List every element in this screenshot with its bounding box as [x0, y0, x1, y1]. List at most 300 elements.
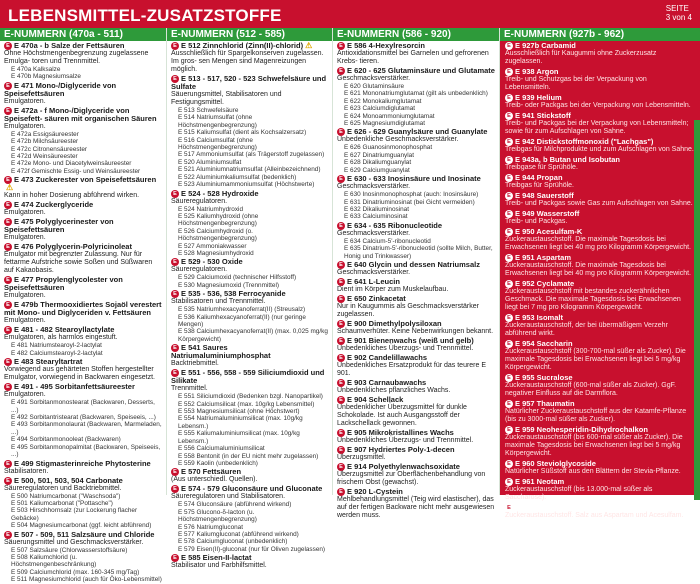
additive-description: Zuckeraustauschstoff (bis 13.000-mal süßer als Saccharose). — [505, 486, 653, 502]
additive-title: E E 907 Hydriertes Poly-1-decen — [337, 446, 496, 454]
additive-description: Treib- und Packgas sowie Gas zum Aufschlagen von Sahne. — [505, 200, 693, 208]
sub-entry: E 511 Magnesiumchlorid (auch für Öko-Lebensmittel) — [11, 576, 162, 584]
additive-title: E E 920 L-Cystein — [337, 488, 496, 496]
e-number-badge: E — [337, 175, 345, 183]
additive-entry — [505, 174, 694, 190]
column-4-highlighted — [500, 28, 700, 520]
e-number-badge: E — [4, 358, 12, 366]
sub-entry: E 472d Weinsäureester — [11, 153, 78, 161]
additive-entry — [337, 463, 496, 487]
e-number-badge: E — [171, 344, 179, 352]
sub-entry: E 472f Gemischte Essig- und Weinsäureester — [11, 167, 141, 175]
additive-description: Treib- oder Packgas bei der Verpackung von Lebensmitteln. — [505, 102, 691, 110]
additive-description: Überzugsmittel. — [337, 454, 386, 462]
side-tab — [694, 120, 700, 500]
sub-entry: E 517 Ammoniumsulfat (als Trägerstoff zugelassen) — [178, 151, 325, 159]
sub-entry: E 501 Kaliumcarbonat ("Pottasche") — [11, 499, 113, 507]
e-number-badge: E — [171, 369, 179, 377]
sub-entry: E 631 Dinatriuminosinat (bei Gicht vermeiden) — [344, 198, 475, 206]
sub-entry: E 470a Kalksalze — [11, 66, 61, 74]
additive-title: E E 626 - 629 Guanylsäure und Guanylate — [337, 128, 496, 136]
e-number-badge: E — [337, 261, 345, 269]
sub-entry: E 633 Calciuminosinat — [344, 213, 408, 221]
additive-description: Kann in hoher Dosierung abführend wirken. — [4, 192, 140, 200]
sub-entry: E 634 Calcium-5'-ribonucleotid — [344, 237, 431, 245]
additive-entry — [337, 429, 496, 445]
additive-description: Emulgatoren. — [4, 234, 46, 242]
additive-title: E E 474 Zuckerglyceride — [4, 201, 163, 209]
additive-description: Emulgatoren. — [4, 97, 46, 105]
sub-entry: E 559 Kaolin (unbedenklich) — [178, 459, 258, 467]
additive-title: E E 470a - b Salze der Fettsäuren — [4, 42, 163, 50]
sub-entry: E 504 Magnesiumcarbonat (ggf. leicht abführend) — [11, 522, 152, 530]
e-number-badge: E — [337, 42, 345, 50]
sub-entry: E 625 Magnesiumdiglutamat — [344, 120, 425, 128]
e-number-badge: E — [4, 326, 12, 334]
sub-entry: E 472b Milchsäureester — [11, 138, 79, 146]
e-number-badge: E — [337, 463, 345, 471]
additive-entry — [337, 379, 496, 395]
additive-description: Emulgator mit begrenzter Zulassung. Nur für fettarme Aufstriche sowie Soßen und Süßwaren auf Kakaobasis. — [4, 251, 153, 275]
e-number-badge: E — [505, 174, 513, 182]
sub-entry: E 523 Aluminiumammoniumsulfat (Höchstwerte) — [178, 181, 315, 189]
page-title: LEBENSMITTEL-ZUSATZSTOFFE — [8, 6, 282, 25]
e-number-badge: E — [4, 383, 12, 391]
additive-title: E E 900 Dimethylpolysiloxan — [337, 320, 496, 328]
additive-title: E E 630 - 633 Inosinsäure und Inosinate — [337, 175, 496, 183]
sub-entry: E 575 Glucono-δ-lacton (u. Höchstmengenbegrenzung) — [178, 508, 257, 524]
e-number-badge: E — [337, 67, 345, 75]
additive-description: Zuckeraustauschstoff (300-700-mal süßer als Zucker). Die maximale Tagesdosis bei Erwachsenen liegt bei 5 mg/kg Körpergewicht. — [505, 348, 686, 372]
additive-description: Emulgatoren, als harmlos eingestuft. — [4, 334, 118, 342]
additive-description: Geschmacksverstärker. — [337, 183, 411, 191]
additive-entry — [171, 554, 329, 570]
additive-description: Schaumverhüter. Keine Nebenwirkungen bekannt. — [337, 328, 494, 336]
additive-description: Treibgas für Milchprodukte und zum Aufschlagen von Sahne. — [505, 146, 694, 154]
e-number-badge: E — [171, 190, 179, 198]
page-label: SEITE — [665, 4, 689, 13]
column-body — [167, 41, 332, 570]
additive-description: Geschmacksverstärker. — [337, 75, 411, 83]
additive-title: E E 951 Aspartam — [505, 254, 694, 262]
additive-entry — [505, 42, 694, 66]
e-number-badge: E — [505, 460, 513, 468]
additive-title: E E 585 Eisen-II-lactat — [171, 554, 329, 562]
sub-entry: E 500 Natriumcarbonat ("Waschsoda") — [11, 492, 121, 500]
e-number-badge: E — [337, 320, 345, 328]
e-number-badge: E — [4, 82, 12, 90]
additive-description: Emulgatoren. — [4, 292, 46, 300]
additive-description: Geschmacksverstärker. — [337, 269, 411, 276]
e-number-badge: E — [171, 258, 179, 266]
additive-title: E E 957 Thaumatin — [505, 400, 694, 408]
additive-entry — [505, 504, 694, 520]
additive-description: Dient im Körper zum Muskelaufbau. — [337, 286, 449, 294]
additive-entry — [171, 190, 329, 258]
sub-entry: E 554 Natriumaluminiumsilicat (max. 10g/kg Lebensm.) — [178, 415, 303, 430]
warning-icon: ⚠ — [6, 183, 14, 193]
additive-title: E E 475 Polyglycerinester von Speisefettsäuren — [4, 217, 114, 235]
additive-description: Natürlicher Zuckeraustauschstoff aus der Katamfe-Pflanze (bis zu 3000-mal süßer als Zucker). — [505, 408, 687, 424]
sub-entry: E 576 Natriumgluconat — [178, 523, 244, 531]
additive-entry — [171, 485, 329, 553]
sub-entry: E 514 Natriumsulfat (ohne Höchstmengenbegrenzung) — [178, 114, 257, 129]
e-number-badge: E — [505, 68, 513, 76]
additive-title: E E 524 - 528 Hydroxide — [171, 190, 329, 198]
sub-entry: E 627 Dinatriumguanylat — [344, 151, 414, 159]
additive-title: E E 938 Argon — [505, 68, 694, 76]
additive-description: Natürlicher Süßstoff aus den Blättern der Stevia-Pflanze. — [505, 468, 681, 476]
additive-title: E E 507 - 509, 511 Salzsäure und Chloride — [4, 531, 163, 539]
additive-title: E E 570 Fettsäuren — [171, 468, 329, 476]
column-2 — [167, 28, 333, 570]
sub-entry: E 521 Aluminiumnatriumsulfat (Alleinbezeichnend) — [178, 166, 321, 174]
additive-title: E E 541 Saures Natriumaluminiumphosphat — [171, 343, 271, 361]
e-number-badge: E — [171, 554, 179, 562]
sub-entry: E 577 Kaliumgluconat (abführend wirkend) — [178, 530, 299, 538]
sub-entry: E 507 Salzsäure (Chlorwasserstoffsäure) — [11, 546, 128, 554]
additive-description: Unbedenkliches Ersatzprodukt für das teurere E 901. — [337, 362, 487, 378]
additive-description: Stabilisatoren. — [4, 467, 49, 475]
additive-title: E E 491 - 495 Sorbitanfettsäureester — [4, 383, 163, 391]
e-number-badge: E — [505, 504, 513, 512]
additive-title: E E 641 L-Leucin — [337, 278, 496, 286]
additive-title: E E 634 - 635 Ribonucleotide — [337, 222, 496, 230]
sub-entry: E 472e Mono- und Diacetylweinsäureester — [11, 160, 132, 168]
e-number-badge: E — [505, 138, 513, 146]
additive-entry — [4, 218, 163, 242]
additive-title: E E 512 Zinnchlorid (Zinn(II)-chlorid) ⚠ — [171, 42, 329, 50]
additive-title: E E 962 Aspartam-Acesulfamsalz — [505, 504, 694, 512]
additive-title: E E 905 Mikrokristallines Wachs — [337, 429, 496, 437]
sub-entry: E 503 Hirschhornsalz (zur Lockerung flacher Gebäcke) — [11, 507, 138, 522]
additive-entry — [505, 374, 694, 398]
e-number-badge: E — [337, 354, 345, 362]
additive-entry — [171, 290, 329, 343]
additive-entry — [505, 340, 694, 372]
additive-title: E E 479b Thermooxidiertes Sojaöl verestert mit Mono- und Diglyceriden v. Fettsäuren — [4, 300, 162, 318]
sub-entry: E 623 Calciumdiglutamat — [344, 105, 416, 113]
additive-description: Trennmittel. — [171, 385, 208, 393]
additive-description: Treib- und Schutzgas bei der Verpackung von Lebensmitteln. — [505, 76, 647, 92]
e-number-badge: E — [505, 254, 513, 262]
additive-entry — [4, 531, 163, 584]
sub-entry: E 528 Magnesiumhydroxid — [178, 249, 254, 257]
e-number-badge: E — [171, 485, 179, 493]
additive-entry — [171, 369, 329, 467]
additive-entry — [337, 175, 496, 221]
additive-title: E E 586 4-Hexylresorcin — [337, 42, 496, 50]
additive-entry — [4, 82, 163, 106]
sub-entry: E 491 Sorbitanmonostearat (Backwaren, Desserts, ...) — [11, 399, 155, 414]
additive-title: E E 499 Stigmasterinreiche Phytosterine — [4, 460, 163, 468]
e-number-badge: E — [337, 379, 345, 387]
additive-description: Ohne Höchstmengenbegrenzung zugelassene Emulga- toren und Trennmittel. — [4, 50, 149, 66]
additive-description: Zuckeraustauschstoff (bis 600-mal süßer als Zucker). Die maximale Tagesdosis bei Erwachsenen liegt bei 5 mg/kg Körpergewicht. — [505, 434, 683, 458]
additive-title: E E 640 Glycin und dessen Natriumsalz — [337, 261, 496, 269]
e-number-badge: E — [505, 192, 513, 200]
sub-entry: E 516 Calciumsulfat (ohne Höchstmengenbegrenzung) — [178, 136, 257, 152]
sub-entry: E 551 Siliciumdioxid (Bedenken bzgl. Nanopartikel) — [178, 393, 323, 401]
e-number-badge: E — [171, 42, 179, 50]
e-number-badge: E — [505, 374, 513, 382]
additive-entry — [4, 176, 163, 200]
additive-title: E E 483 Stearyltartrat — [4, 358, 163, 366]
e-number-badge: E — [4, 301, 12, 309]
additive-entry — [505, 228, 694, 252]
sub-entry: E 525 Kaliumhydroxid (ohne Höchstmengenbegrenzung) — [178, 212, 259, 228]
sub-entry: E 630 Inosinmonophosphat (auch: Inosinsäure) — [344, 191, 479, 199]
additive-entry — [337, 42, 496, 66]
sub-entry: E 628 Dikaliumguanylat — [344, 159, 412, 167]
additive-title: E E 529 - 530 Oxide — [171, 258, 329, 266]
additive-entry — [337, 446, 496, 462]
additive-entry — [4, 107, 163, 175]
column-heading: E-NUMMERN (927b - 962) — [500, 28, 700, 41]
sub-entry: E 493 Sorbitanmonolaurat (Backwaren, Marmeladen, ...) — [11, 421, 162, 436]
additive-entry — [505, 460, 694, 476]
additive-description: (Aus unterschiedl. Quellen). — [171, 476, 258, 484]
additive-description: Unbedenkliches pflanzliches Wachs. — [337, 387, 451, 395]
e-number-badge: E — [337, 396, 345, 404]
e-number-badge: E — [337, 295, 345, 303]
column-body — [333, 41, 499, 520]
additive-entry — [505, 280, 694, 312]
e-number-badge: E — [4, 477, 12, 485]
sub-entry: E 526 Calciumhydroxid (o. Höchstmengenbegrenzung) — [178, 227, 257, 243]
additive-title: E E 950 Acesulfam-K — [505, 228, 694, 236]
warning-icon: ⚠ — [305, 41, 313, 50]
sub-entry: E 574 Gluconsäure (abführend wirkend) — [178, 501, 292, 509]
sub-entry: E 622 Monokaliumglutamat — [344, 97, 422, 105]
additive-title: E E 476 Polyglycerin-Polyricinoleat — [4, 243, 163, 251]
additive-entry — [337, 295, 496, 319]
additive-entry — [4, 383, 163, 458]
additive-description: Säureregulatoren und Backtriebmittel. — [4, 484, 122, 492]
additive-title: E E 574 - 579 Gluconsäure und Gluconate — [171, 485, 329, 493]
sub-entry: E 579 Eisen(II)-gluconat (nur für Oliven zugelassen) — [178, 545, 326, 553]
additive-title: E E 477 Propylenglycolester von Speisefettsäuren — [4, 275, 123, 293]
additive-title: E E 902 Candelillawachs — [337, 354, 496, 362]
additive-title: E E 954 Saccharin — [505, 340, 694, 348]
sub-entry: E 536 Kaliumhexacyanoferrat(II) (nur geringe Mengen) — [178, 313, 306, 329]
additive-entry — [337, 396, 496, 428]
additive-entry — [505, 426, 694, 458]
additive-description: Säureregulatoren. — [171, 266, 228, 274]
additive-entry — [505, 400, 694, 424]
additive-entry — [171, 75, 329, 188]
additive-entry — [337, 67, 496, 127]
additive-description: Ausschließlich für Spargelkonserven zugelassen. Im gros- sen Mengen sind Magenreizungen möglich. — [171, 50, 324, 74]
additive-title: E E 551 - 556, 558 - 559 Siliciumdioxid und Silikate — [171, 368, 325, 386]
additive-entry — [4, 358, 163, 382]
e-number-badge: E — [4, 460, 12, 468]
additive-description: Backtriebmittel. — [171, 360, 219, 368]
e-number-badge: E — [337, 429, 345, 437]
additive-description: Stabilisatoren und Trennmittel. — [171, 298, 266, 306]
additive-title: E E 927b Carbamid — [505, 42, 694, 50]
e-number-badge: E — [505, 340, 513, 348]
sub-entry: E 635 Dinatrium-5'-ribonucleotid (sollte Milch, Butter, Honig und Trinkwasser) — [344, 245, 493, 260]
e-number-badge: E — [4, 243, 12, 251]
additive-entry — [4, 42, 163, 81]
e-number-badge: E — [4, 42, 12, 50]
additive-description: Antioxidationsmittel bei Garnelen und gefrorenen Krebs- tieren. — [337, 50, 489, 66]
sub-entry: E 553 Magnesiumsilicat (ohne Höchstwert) — [178, 408, 300, 416]
sub-entry: E 527 Ammoniakwasser — [178, 242, 247, 250]
sub-entry: E 556 Calciumaluminiumsilicat — [178, 445, 265, 453]
e-number-badge: E — [505, 314, 513, 322]
sub-entry: E 621 Mononatriumglutamat (gilt als unbedenklich) — [344, 90, 488, 98]
additive-entry — [505, 254, 694, 278]
additive-description: Nur in Kaugummis als Geschmacksverstärker zugelassen. — [337, 303, 479, 319]
sub-entry: E 624 Monoammoniumglutamat — [344, 112, 435, 120]
additive-title: E E 949 Wasserstoff — [505, 210, 694, 218]
additive-description: Zuckeraustauschstoff (600-mal süßer als Zucker). GgF. negativer Einfluss auf die Darmflora. — [505, 382, 677, 398]
additive-entry — [505, 478, 694, 502]
additive-title: E E 944 Propan — [505, 174, 694, 182]
additive-title: E E 901 Bienenwachs (weiß und gelb) — [337, 337, 496, 345]
sub-entry: E 495 Sorbitanmonopalmitat (Backwaren, Speiseeis, ...) — [11, 443, 161, 459]
additive-title: E E 473 Zuckerester von Speisefettsäuren⚠ — [6, 175, 157, 193]
additive-description: Mehlbehandlungsmittel (Teig wird elastischer), das auf der fertigen Backware nicht mehr ausgewiesen werden muss. — [337, 496, 495, 520]
additive-entry — [505, 138, 694, 154]
additive-title: E E 942 Distickstoffmonoxid ("Lachgas") — [505, 138, 694, 146]
sub-entry: E 515 Kaliumsulfat (dient als Kochsalzersatz) — [178, 129, 307, 137]
e-number-badge: E — [337, 278, 345, 286]
sub-entry: E 530 Magnesiumoxid (Trennmittel) — [178, 281, 279, 289]
column-heading: E-NUMMERN (586 - 920) — [333, 28, 499, 41]
additive-title: E E 961 Neotam — [505, 478, 694, 486]
column-1 — [0, 28, 167, 584]
sub-entry: E 535 Natriumhexacyanoferrat(II) (Streusalz) — [178, 306, 306, 314]
sub-entry: E 481 Natriumstearoyl-2-lactylat — [11, 342, 102, 350]
additive-entry — [505, 112, 694, 136]
e-number-badge: E — [4, 107, 12, 115]
additive-description: Emulgatoren. — [4, 391, 46, 399]
additive-description: Zuckeraustauschstoff mit bestandes zuckerähnlichen Geschmack. Die maximale Tagesdosis bei Erwachsenen liegt bei 7 mg pro Kilogramm Körpergewicht. — [505, 288, 681, 312]
additive-description: Treib- und Packgas. — [505, 218, 568, 226]
sub-entry: E 520 Aluminiumsulfat — [178, 158, 242, 166]
additive-description: Überzugsmittel zur Oberflächenbehandlung von frischem Obst (gewachst). — [337, 471, 486, 487]
page-indicator — [666, 4, 692, 22]
additive-title: E E 472a - f Mono-/Diglyceride von Speisefett- säuren mit organischen Säuren — [4, 105, 157, 123]
additive-description: Säuerungsmittel und Geschmacksverstärker. — [4, 538, 144, 546]
additive-description: Säuerungsmittel, Stabilisatoren und Festigungsmittel. — [171, 91, 282, 107]
e-number-badge: E — [505, 228, 513, 236]
sub-entry: E 509 Calciumchlorid (max. 160-345 mg/Tag) — [11, 568, 140, 576]
additive-entry — [337, 320, 496, 336]
additive-description: Stabilisator und Farbhilfsmittel. — [171, 562, 267, 570]
additive-entry — [505, 192, 694, 208]
additive-description: Treibgase für Sprühöle. — [505, 164, 578, 172]
additive-title: E E 500, 501, 503, 504 Carbonate — [4, 477, 163, 485]
e-number-badge: E — [171, 75, 179, 83]
additive-description: Unbedenkliches Überzugs- und Trennmittel. — [337, 437, 474, 445]
e-number-badge: E — [505, 210, 513, 218]
additive-entry — [4, 326, 163, 357]
sub-entry: E 522 Aluminiumkaliumsulfat (bedenklich) — [178, 173, 297, 181]
column-heading: E-NUMMERN (470a - 511) — [0, 28, 166, 41]
additive-entry — [505, 68, 694, 92]
column-body — [500, 41, 700, 520]
additive-title: E E 903 Carnaubawachs — [337, 379, 496, 387]
sub-entry: E 482 Calciumstearoyl-2-lactylat — [11, 349, 103, 357]
additive-title: E E 481 - 482 Stearoyllactylate — [4, 326, 163, 334]
e-number-badge: E — [505, 400, 513, 408]
additive-description: Säureregulatoren und Stabilisatoren. — [171, 493, 286, 501]
additive-title: E E 904 Schellack — [337, 396, 496, 404]
additive-title: E E 952 Cyclamate — [505, 280, 694, 288]
additive-entry — [4, 276, 163, 300]
additive-title: E E 535 - 536, 538 Ferrocyanide — [171, 290, 329, 298]
sub-entry: E 558 Bentonit (in der EU nicht mehr zugelassen) — [178, 452, 319, 460]
additive-entry — [171, 42, 329, 74]
sub-entry: E 632 Dikaliuminosinat — [344, 205, 410, 213]
additive-description: Emulgatoren. — [4, 122, 46, 130]
e-number-badge: E — [337, 222, 345, 230]
e-number-badge: E — [337, 488, 345, 496]
e-number-badge: E — [4, 276, 12, 284]
additive-description: Unbedenklicher Überzugsmittel für dunkle Schokolade. Ist auch Ausgangsstoff der Lackschellack gewonnen. — [337, 404, 467, 428]
e-number-badge: E — [505, 156, 513, 164]
sub-entry: E 472c Citronensäureester — [11, 145, 88, 153]
e-number-badge: E — [505, 42, 513, 50]
additive-title: E E 948 Sauerstoff — [505, 192, 694, 200]
additive-description: Emulgatoren. — [4, 317, 46, 325]
additive-description: Vorwiegend aus gehärteten Stoffen hergestellter Emulgator, vorwiegend in Backwaren eingesetzt. — [4, 366, 155, 382]
additive-description: Säureregulatoren. — [171, 197, 228, 205]
sub-entry: E 629 Calciumguanylat — [344, 166, 410, 174]
additive-entry — [337, 222, 496, 260]
additive-title: E E 955 Sucralose — [505, 374, 694, 382]
additive-description: Treib- und Packgas bei der Verpackung von Lebensmitteln; sowie für zum Aufschlagen von Sahne. — [505, 120, 689, 136]
additive-entry — [171, 468, 329, 484]
e-number-badge: E — [4, 176, 12, 184]
additive-entry — [337, 128, 496, 174]
additive-title: E E 914 Polyethylenwachsoxidate — [337, 463, 496, 471]
e-number-badge: E — [171, 290, 179, 298]
e-number-badge: E — [4, 201, 12, 209]
sub-entry: E 555 Kaliumaluminiumsilicat (max. 10g/kg Lebensm.) — [178, 430, 300, 445]
additive-title: E E 959 Neohesperidin-Dihydrochalkon — [505, 426, 694, 434]
additive-description: Zuckeraustauschstoff. Die maximale Tagesdosis bei Erwachsenen liegt bei 40 mg pro Kilogramm Körpergewicht. — [505, 236, 691, 252]
additive-description: Zuckeraustauschstoff. Salz aus Aspartam und Acesulfam. — [505, 512, 684, 520]
sub-entry: E 529 Calciumoxid (technischer Hilfsstoff) — [178, 274, 297, 282]
additive-entry — [4, 477, 163, 530]
additive-description: Emulgatoren. — [4, 209, 46, 217]
column-heading: E-NUMMERN (512 - 585) — [167, 28, 332, 41]
additive-description: Unbedenkliches Überzugs- und Trennmittel. — [337, 345, 474, 353]
sub-entry: E 620 Glutaminsäure — [344, 83, 405, 91]
additive-entry — [4, 301, 163, 325]
additive-title: E E 471 Mono-/Diglyceride von Speisefettsäuren — [4, 80, 117, 98]
sub-entry: E 470b Magnesiumsalze — [11, 73, 81, 81]
e-number-badge: E — [505, 426, 513, 434]
sub-entry: E 508 Kaliumchlorid (u. Höchstmengenbeschränkung) — [11, 553, 97, 569]
additive-title: E E 943a, b Butan und Isobutan — [505, 156, 694, 164]
additive-entry — [505, 314, 694, 338]
additive-title: E E 960 Steviolglycoside — [505, 460, 694, 468]
additive-entry — [337, 354, 496, 378]
column-3 — [333, 28, 500, 520]
additive-description: Geschmacksverstärker. — [337, 229, 411, 237]
additive-title: E E 953 Isomalt — [505, 314, 694, 322]
additive-description: Zuckeraustauschstoff, der bei übermäßigem Verzehr abführend wirkt. — [505, 322, 668, 338]
additive-entry — [337, 278, 496, 294]
page-of: 3 von 4 — [665, 13, 692, 22]
additive-entry — [171, 258, 329, 289]
